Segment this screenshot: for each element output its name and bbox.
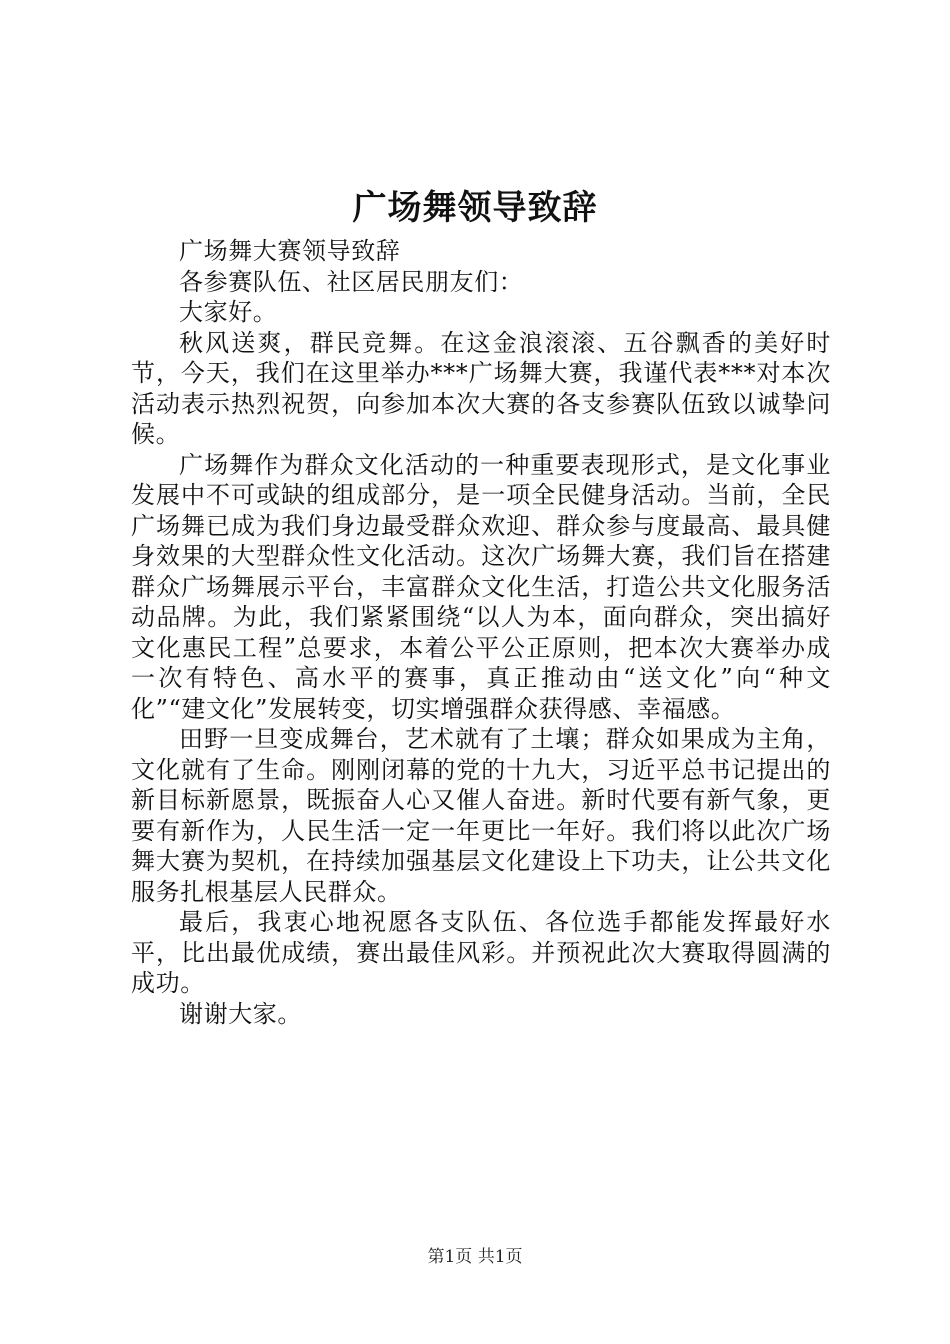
body-paragraph: 秋风送爽，群民竞舞。在这金浪滚滚、五谷飘香的美好时节，今天，我们在这里举办***广场舞大赛，我谨代表***对本次活动表示热烈祝贺，向参加本次大赛的各支参赛队伍致以诚挚问候。 — [131, 328, 831, 448]
closing-paragraph: 最后，我衷心地祝愿各支队伍、各位选手都能发挥最好水平，比出最优成绩，赛出最佳风彩。并预祝此次大赛取得圆满的成功。 — [131, 908, 831, 997]
thanks-paragraph: 谢谢大家。 — [179, 999, 302, 1028]
body-paragraph: 广场舞作为群众文化活动的一种重要表现形式，是文化事业发展中不可或缺的组成部分，是一项全民健身活动。当前，全民广场舞已成为我们身边最受群众欢迎、群众参与度最高、最具健身效果的大型群众性文化活动。这次广场舞大赛，我们旨在搭建群众广场舞展示平台，丰富群众文化生活，打造公共文化服务活动品牌。为此，我们紧紧围绕“以人为本，面向群众，突出搞好文化惠民工程”总要求，本着公平公正原则，把本次大赛举办成一次有特色、高水平的赛事，真正推动由“送文化”向“种文化”“建文化”发展转变，切实增强群众获得感、幸福感。 — [131, 450, 831, 723]
greeting-paragraph: 大家好。 — [179, 298, 278, 326]
page-number-footer: 第1页 共1页 — [427, 1247, 523, 1267]
subtitle-paragraph: 广场舞大赛领导致辞 — [179, 237, 401, 265]
document-body — [131, 236, 831, 1029]
document-title: 广场舞领导致辞 — [352, 188, 598, 228]
body-paragraph: 田野一旦变成舞台，艺术就有了土壤；群众如果成为主角，文化就有了生命。刚刚闭幕的党的十九大，习近平总书记提出的新目标新愿景，既振奋人心又催人奋进。新时代要有新气象，更要有新作为，人民生活一定一年更比一年好。我们将以此次广场舞大赛为契机，在持续加强基层文化建设上下功夫，让公共文化服务扎根基层人民群众。 — [131, 725, 831, 906]
salutation-paragraph: 各参赛队伍、社区居民朋友们： — [179, 267, 524, 296]
